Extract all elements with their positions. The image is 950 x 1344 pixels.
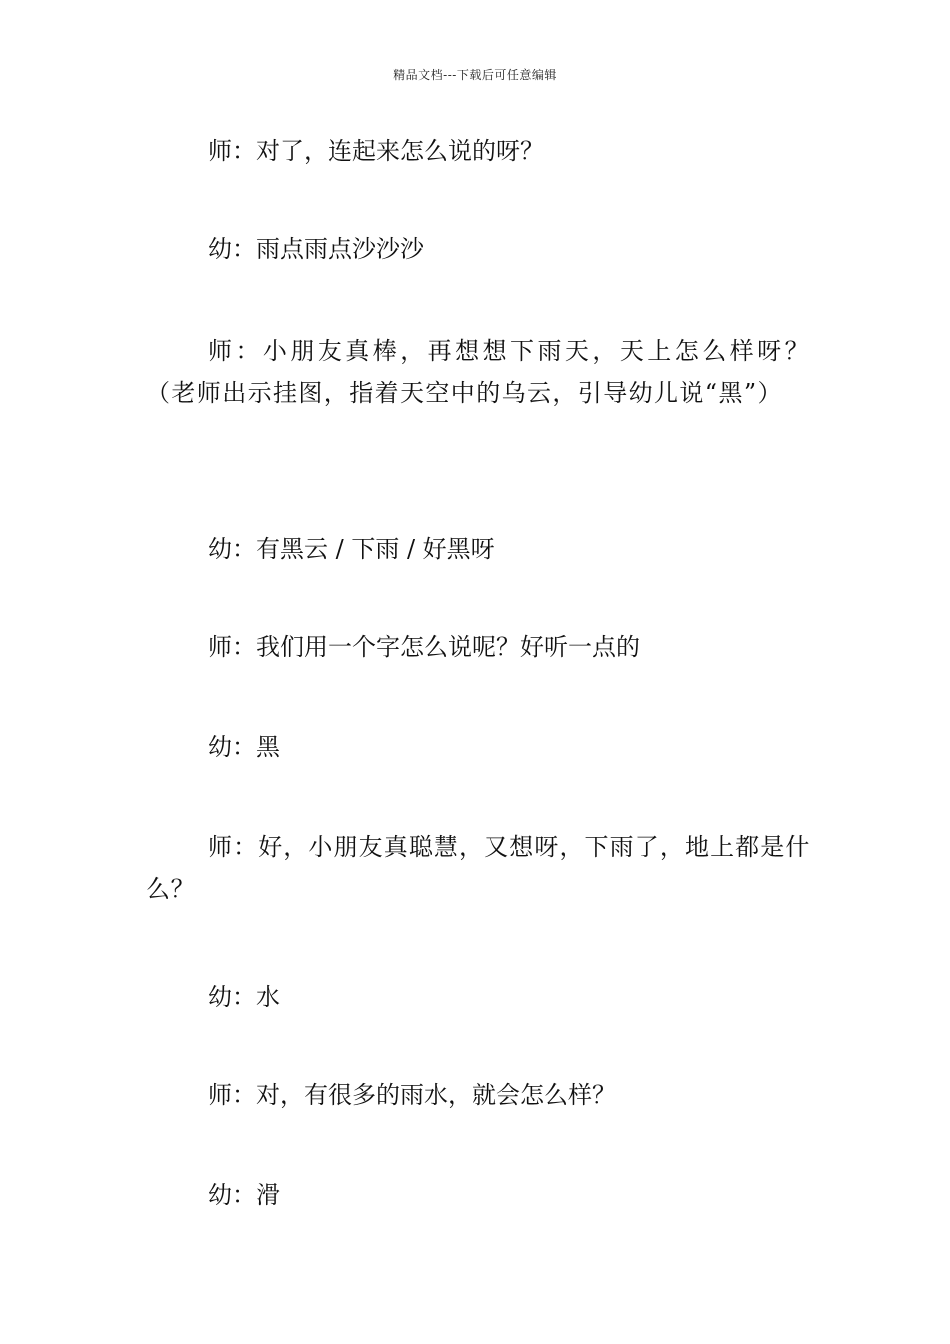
dialogue-line: 幼：有黑云 / 下雨 / 好黑呀 bbox=[208, 535, 495, 563]
dialogue-line: 幼：黑 bbox=[208, 733, 280, 761]
dialogue-line: 师：我们用一个字怎么说呢？好听一点的 bbox=[208, 633, 640, 661]
dialogue-line: 师：好，小朋友真聪慧，又想呀，下雨了，地上都是什么？ bbox=[146, 833, 810, 903]
page-header: 精品文档---下载后可任意编辑 bbox=[393, 68, 557, 82]
dialogue-line: 幼：雨点雨点沙沙沙 bbox=[208, 235, 424, 263]
dialogue-line: 师：小朋友真棒，再想想下雨天，天上怎么样呀？（老师出示挂图，指着天空中的乌云，引导幼儿说“黑”） bbox=[146, 337, 810, 407]
dialogue-line: 师：对了，连起来怎么说的呀？ bbox=[208, 137, 544, 165]
dialogue-line: 幼：水 bbox=[208, 983, 280, 1011]
dialogue-line: 师：对，有很多的雨水，就会怎么样？ bbox=[208, 1081, 616, 1109]
dialogue-line: 幼：滑 bbox=[208, 1181, 280, 1209]
